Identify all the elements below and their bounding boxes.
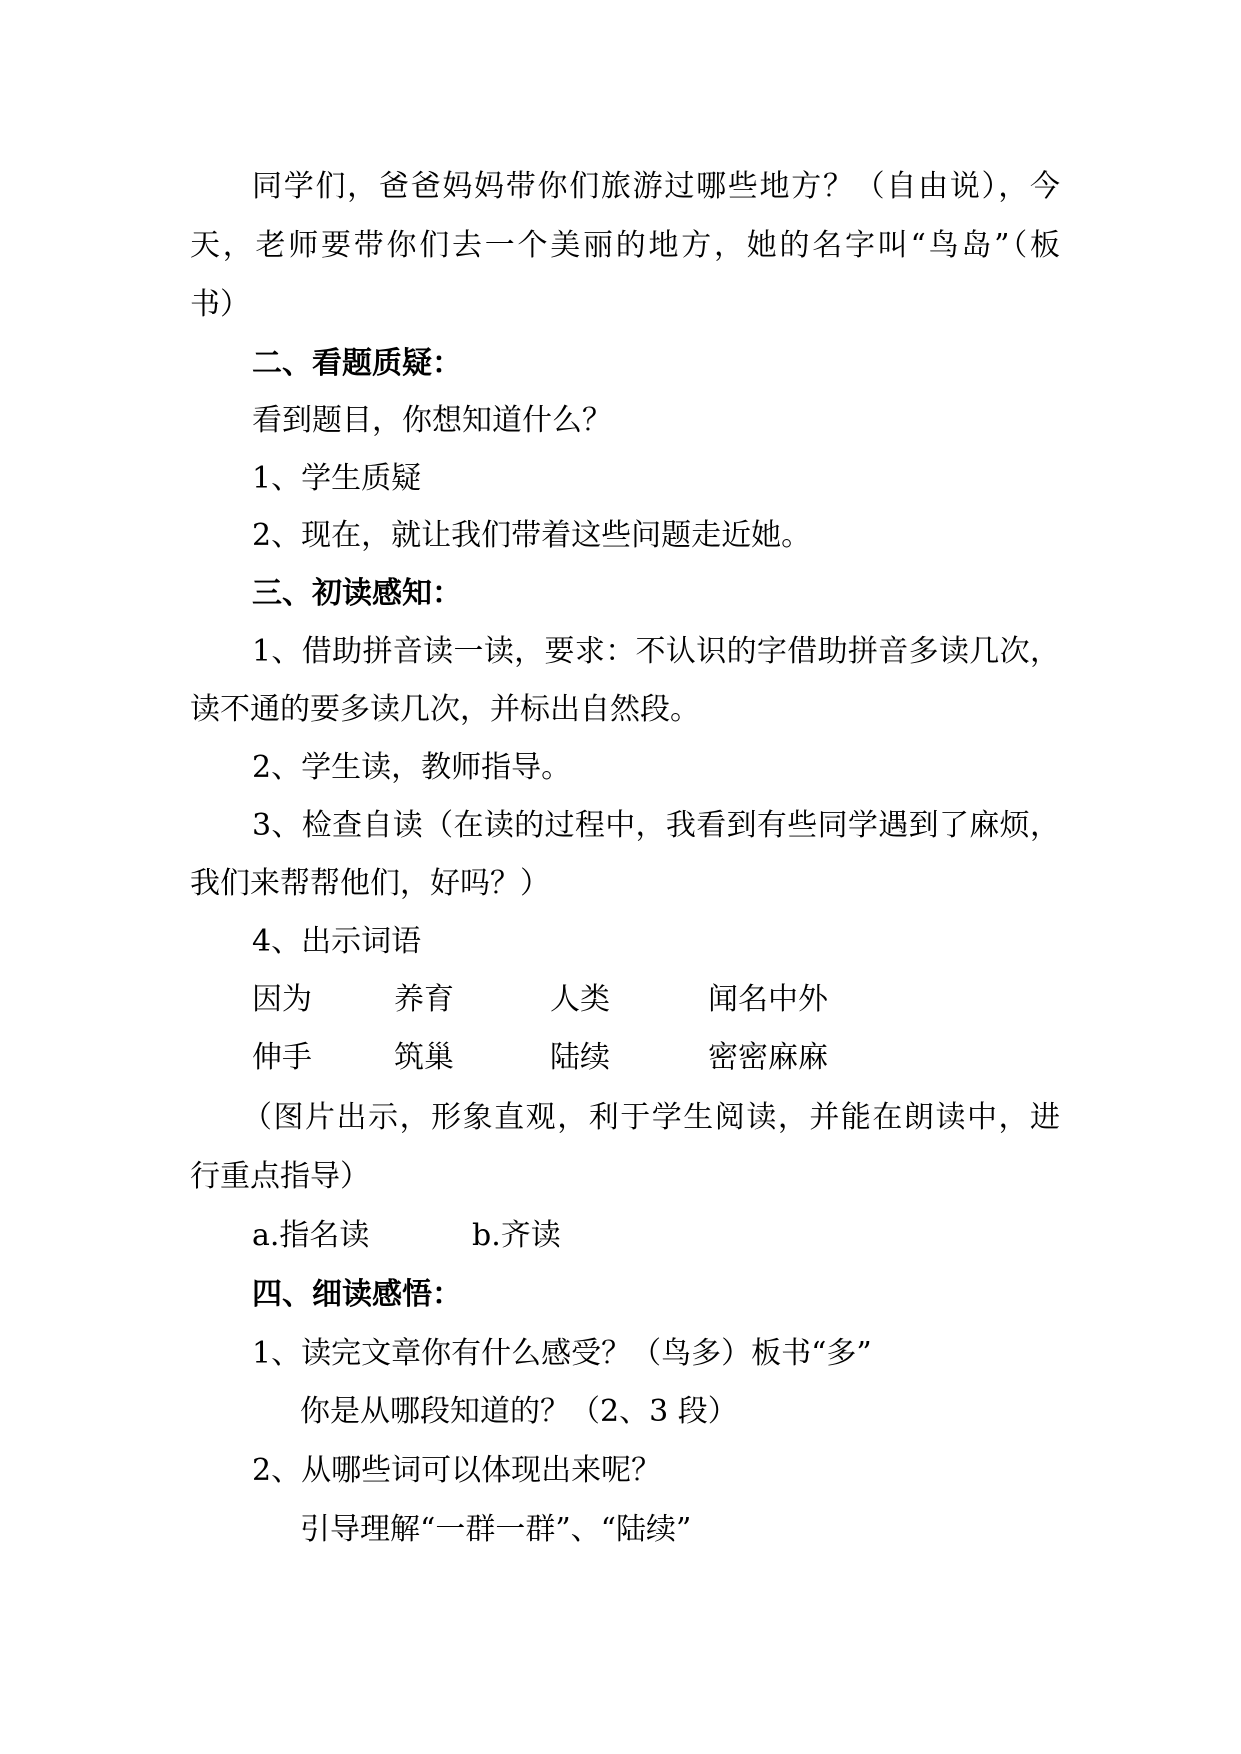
word-item: 闻名中外 (708, 982, 828, 1017)
section2-item-1: 1、学生质疑 (252, 461, 422, 496)
intro-line-2: 天，老师要带你们去一个美丽的地方，她的名字叫“鸟岛”（板 (190, 228, 1060, 263)
intro-line-3: 书） (190, 287, 250, 322)
section4-item-1: 1、读完文章你有什么感受？（鸟多）板书“多” (252, 1336, 872, 1371)
section3-item-1-line-1: 1、借助拼音读一读，要求：不认识的字借助拼音多读几次， (252, 634, 1060, 669)
section3-item-1-line-2: 读不通的要多读几次，并标出自然段。 (190, 692, 700, 727)
word-item: 因为 (252, 982, 312, 1017)
intro-line-1: 同学们，爸爸妈妈带你们旅游过哪些地方？（自由说），今 (252, 169, 1060, 204)
section4-heading: 四、细读感悟： (252, 1277, 462, 1312)
section4-item-2: 2、从哪些词可以体现出来呢？ (252, 1453, 662, 1488)
section2-question: 看到题目，你想知道什么？ (252, 403, 612, 438)
section2-item-2: 2、现在，就让我们带着这些问题走近她。 (252, 518, 812, 553)
section3-item-2: 2、学生读，教师指导。 (252, 750, 572, 785)
read-option-a: a.指名读 (252, 1218, 370, 1253)
word-item: 伸手 (252, 1040, 312, 1075)
read-option-b: b.齐读 (472, 1218, 561, 1253)
section4-item-2-sub: 引导理解“一群一群”、“陆续” (300, 1512, 692, 1547)
word-item: 养育 (394, 982, 454, 1017)
section3-note-line-1: （图片出示，形象直观，利于学生阅读，并能在朗读中，进 (242, 1100, 1060, 1135)
word-item: 密密麻麻 (708, 1040, 828, 1075)
section3-heading: 三、初读感知： (252, 576, 462, 611)
section3-item-4: 4、出示词语 (252, 924, 422, 959)
word-item: 筑巢 (394, 1040, 454, 1075)
word-item: 陆续 (550, 1040, 610, 1075)
section3-item-3-line-2: 我们来帮帮他们，好吗？） (190, 866, 550, 901)
section3-note-line-2: 行重点指导） (190, 1159, 370, 1194)
word-item: 人类 (550, 982, 610, 1017)
section3-item-3-line-1: 3、检查自读（在读的过程中，我看到有些同学遇到了麻烦， (252, 808, 1060, 843)
section4-item-1-sub: 你是从哪段知道的？（2、3 段） (300, 1394, 738, 1429)
section2-heading: 二、看题质疑： (252, 346, 462, 381)
